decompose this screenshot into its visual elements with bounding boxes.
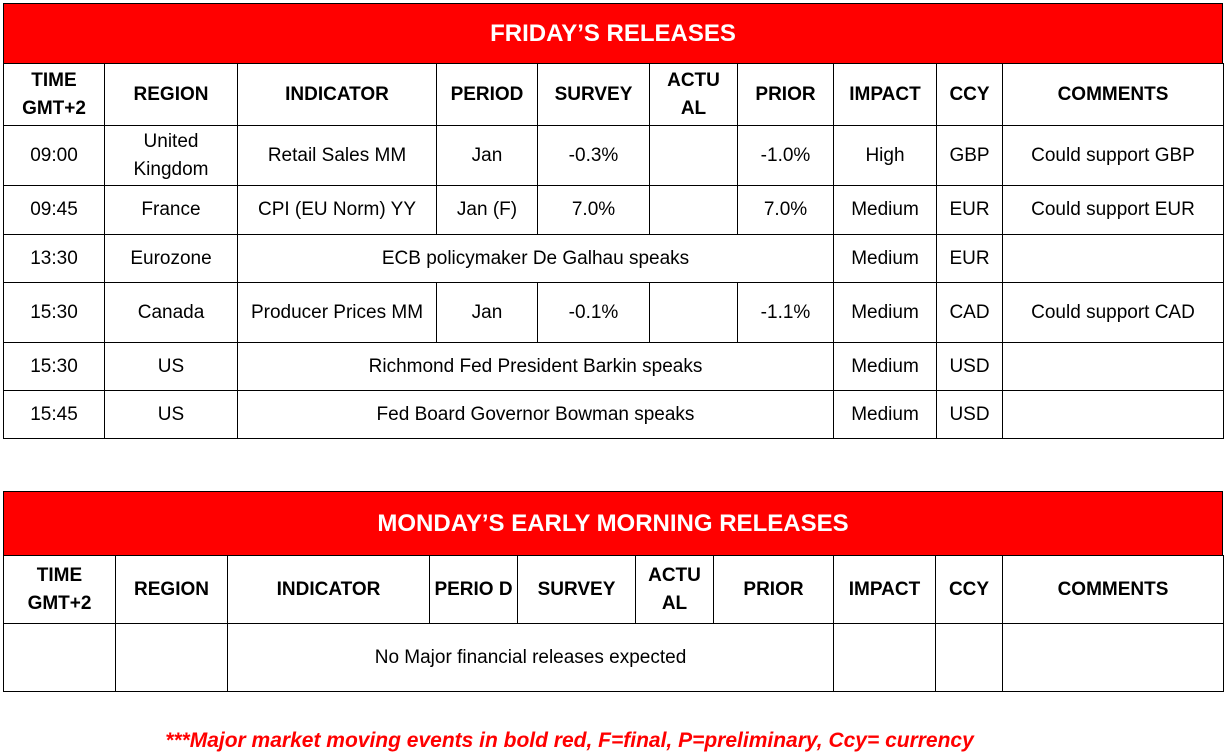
monday-releases-table <box>3 555 1224 692</box>
comments-cell: Could support GBP <box>1003 126 1224 186</box>
prior-cell: -1.0% <box>738 126 834 186</box>
region-cell: United Kingdom <box>105 126 238 186</box>
period-cell: Jan <box>437 126 538 186</box>
column-header-ccy: CCY <box>936 556 1003 624</box>
column-header-indicator: INDICATOR <box>228 556 430 624</box>
comments-cell: Could support EUR <box>1003 186 1224 235</box>
event-cell: ECB policymaker De Galhau speaks <box>238 235 834 283</box>
column-header-impact: IMPACT <box>834 556 936 624</box>
monday-releases-title: MONDAY’S EARLY MORNING RELEASES <box>3 491 1223 555</box>
impact-cell <box>834 624 936 692</box>
table-row <box>4 126 1224 186</box>
indicator-cell: Retail Sales MM <box>238 126 437 186</box>
column-header-actual: ACTU AL <box>650 64 738 126</box>
region-cell: France <box>105 186 238 235</box>
prior-cell: 7.0% <box>738 186 834 235</box>
impact-cell: Medium <box>834 186 937 235</box>
region-cell: Canada <box>105 283 238 343</box>
table-row <box>4 624 1224 692</box>
event-cell: Fed Board Governor Bowman speaks <box>238 391 834 439</box>
ccy-cell: USD <box>937 343 1003 391</box>
indicator-cell: CPI (EU Norm) YY <box>238 186 437 235</box>
survey-cell: -0.3% <box>538 126 650 186</box>
event-cell: Richmond Fed President Barkin speaks <box>238 343 834 391</box>
survey-cell: 7.0% <box>538 186 650 235</box>
actual-cell <box>650 186 738 235</box>
event-cell: No Major financial releases expected <box>228 624 834 692</box>
column-header-period: PERIO D <box>430 556 518 624</box>
region-cell <box>116 624 228 692</box>
time-cell: 09:00 <box>4 126 105 186</box>
impact-cell: Medium <box>834 283 937 343</box>
friday-releases-title: FRIDAY’S RELEASES <box>3 3 1223 63</box>
prior-cell: -1.1% <box>738 283 834 343</box>
table-header-row <box>4 64 1224 126</box>
column-header-indicator: INDICATOR <box>238 64 437 126</box>
region-cell: Eurozone <box>105 235 238 283</box>
actual-cell <box>650 283 738 343</box>
table-header-row <box>4 556 1224 624</box>
comments-cell <box>1003 343 1224 391</box>
ccy-cell: EUR <box>937 186 1003 235</box>
period-cell: Jan (F) <box>437 186 538 235</box>
column-header-survey: SURVEY <box>518 556 636 624</box>
impact-cell: Medium <box>834 343 937 391</box>
region-cell: US <box>105 343 238 391</box>
column-header-actual: ACTU AL <box>636 556 714 624</box>
footnote: ***Major market moving events in bold red, F=final, P=preliminary, Ccy= currency <box>165 729 974 752</box>
time-cell <box>4 624 116 692</box>
indicator-cell: Producer Prices MM <box>238 283 437 343</box>
time-cell: 13:30 <box>4 235 105 283</box>
column-header-time: TIME GMT+2 <box>4 64 105 126</box>
column-header-region: REGION <box>105 64 238 126</box>
impact-cell: Medium <box>834 391 937 439</box>
column-header-survey: SURVEY <box>538 64 650 126</box>
column-header-impact: IMPACT <box>834 64 937 126</box>
friday-releases-section <box>3 3 1223 439</box>
comments-cell: Could support CAD <box>1003 283 1224 343</box>
comments-cell <box>1003 624 1224 692</box>
column-header-comments: COMMENTS <box>1003 556 1224 624</box>
column-header-region: REGION <box>116 556 228 624</box>
friday-releases-table <box>3 63 1224 439</box>
impact-cell: High <box>834 126 937 186</box>
column-header-period: PERIOD <box>437 64 538 126</box>
time-cell: 15:30 <box>4 343 105 391</box>
survey-cell: -0.1% <box>538 283 650 343</box>
actual-cell <box>650 126 738 186</box>
time-cell: 15:30 <box>4 283 105 343</box>
table-row <box>4 235 1224 283</box>
comments-cell <box>1003 235 1224 283</box>
ccy-cell: EUR <box>937 235 1003 283</box>
ccy-cell <box>936 624 1003 692</box>
table-row <box>4 186 1224 235</box>
column-header-time: TIME GMT+2 <box>4 556 116 624</box>
column-header-prior: PRIOR <box>714 556 834 624</box>
column-header-prior: PRIOR <box>738 64 834 126</box>
column-header-ccy: CCY <box>937 64 1003 126</box>
impact-cell: Medium <box>834 235 937 283</box>
time-cell: 09:45 <box>4 186 105 235</box>
region-cell: US <box>105 391 238 439</box>
column-header-comments: COMMENTS <box>1003 64 1224 126</box>
ccy-cell: CAD <box>937 283 1003 343</box>
ccy-cell: GBP <box>937 126 1003 186</box>
table-row <box>4 391 1224 439</box>
comments-cell <box>1003 391 1224 439</box>
monday-releases-section <box>3 491 1223 692</box>
time-cell: 15:45 <box>4 391 105 439</box>
table-row <box>4 283 1224 343</box>
ccy-cell: USD <box>937 391 1003 439</box>
period-cell: Jan <box>437 283 538 343</box>
table-row <box>4 343 1224 391</box>
